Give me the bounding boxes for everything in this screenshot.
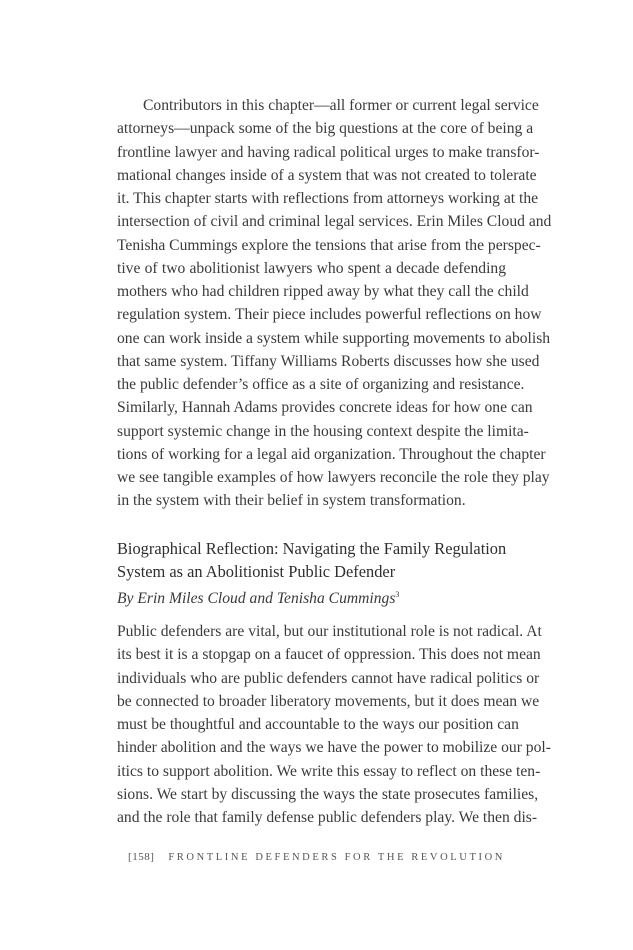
text-line: it. This chapter starts with reflections from attorneys working at the [117,190,539,207]
byline-text: By Erin Miles Cloud and Tenisha Cummings [117,590,396,607]
page-number: [158] [128,851,155,863]
byline [117,583,506,610]
text-line: hinder abolition and the ways we have the power to mobilize our pol- [117,739,551,757]
text-line: tive of two abolitionist lawyers who spent a decade defending [117,259,506,277]
text-line: sions. We start by discussing the ways the state prosecutes families, [117,785,539,803]
text-line: individuals who are public defenders cannot have radical politics or [117,669,540,687]
text-line: Contributors in this chapter—all former or current legal service [143,97,539,114]
text-line: its best it is a stopgap on a faucet of oppression. This does not mean [117,646,541,664]
intro-paragraph [117,94,552,513]
essay-paragraph [117,620,551,829]
text-line: support systemic change in the housing context despite the limita- [117,422,529,440]
heading-line: Biographical Reflection: Navigating the Family Regulation [117,539,507,558]
text-line: in the system with their belief in system transformation. [117,492,466,510]
text-line: the public defender’s office as a site of organizing and resistance. [117,376,525,393]
text-line: intersection of civil and criminal legal services. Erin Miles Cloud and [117,213,552,231]
page-footer [0,851,633,863]
heading-line: System as an Abolitionist Public Defender [117,562,396,582]
text-line: regulation system. Their piece includes powerful reflections on how [117,306,542,324]
footnote-marker[interactable]: 3 [395,590,400,599]
running-head: FRONTLINE DEFENDERS FOR THE REVOLUTION [168,852,505,863]
text-line: must be thoughtful and accountable to the ways our position can [117,716,519,733]
text-line: that same system. Tiffany Williams Roberts discusses how she used [117,352,540,370]
text-line: tions of working for a legal aid organization. Throughout the chapter [117,445,546,463]
text-line: Public defenders are vital, but our institutional role is not radical. At [117,623,542,640]
text-line: Tenisha Cummings explore the tensions that arise from the perspec- [117,236,541,254]
text-line: Similarly, Hannah Adams provides concrete ideas for how one can [117,399,533,417]
text-line: itics to support abolition. We write this essay to reflect on these ten- [117,762,541,780]
text-line: frontline lawyer and having radical political urges to make transfor- [117,143,540,161]
section-heading [117,537,506,584]
text-line: mational changes inside of a system that was not created to tolerate [117,166,537,184]
text-line: and the role that family defense public defenders play. We then dis- [117,809,538,826]
text-line: mothers who had children ripped away by what they call the child [117,283,529,300]
text-line: attorneys—unpack some of the big questions at the core of being a [117,120,534,138]
text-line: one can work inside a system while supporting movements to abolish [117,329,551,347]
text-line: we see tangible examples of how lawyers reconcile the role they play [117,469,550,486]
text-line: be connected to broader liberatory movements, but it does mean we [117,692,540,710]
